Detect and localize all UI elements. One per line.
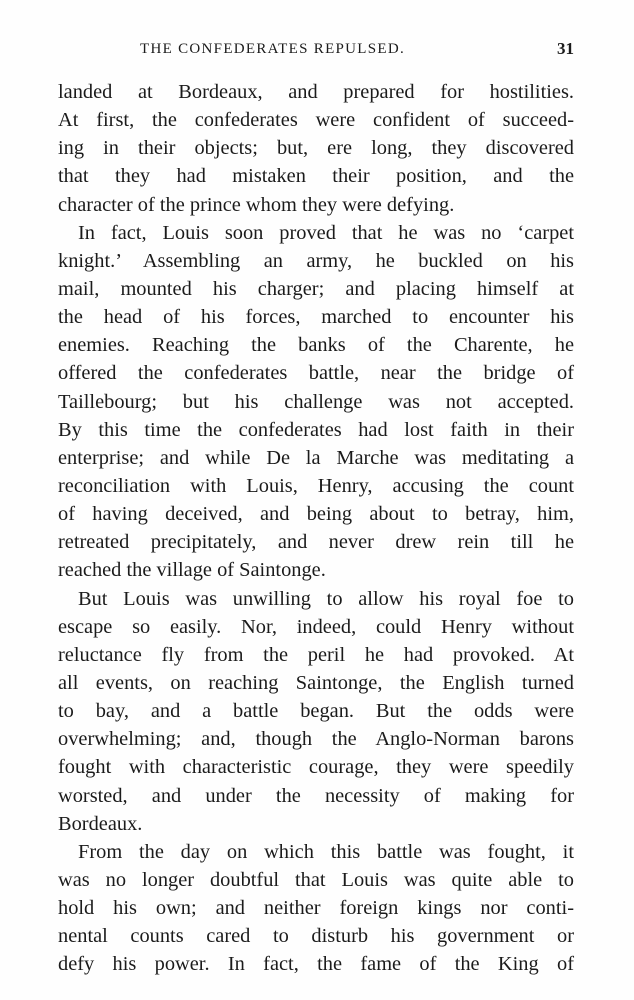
text-line: that they had mistaken their position, and the xyxy=(58,165,574,188)
text-line: By this time the confederates had lost faith in their xyxy=(58,418,574,441)
text-line: defy his power. In fact, the fame of the King of xyxy=(58,953,574,976)
page-number: 31 xyxy=(557,39,574,58)
text-line: fought with characteristic courage, they were speedily xyxy=(58,756,574,779)
text-line: Bordeaux. xyxy=(58,812,143,835)
running-header xyxy=(62,36,574,62)
text-line: to bay, and a battle began. But the odds were xyxy=(58,700,574,723)
text-line: Taillebourg; but his challenge was not accepted. xyxy=(58,390,574,413)
text-line: character of the prince whom they were defying. xyxy=(58,193,455,216)
text-line: all events, on reaching Saintonge, the English turned xyxy=(58,671,574,694)
text-line: nental counts cared to disturb his government or xyxy=(58,925,574,948)
text-line: reconciliation with Louis, Henry, accusing the count xyxy=(58,474,574,497)
text-line: From the day on which this battle was fought, it xyxy=(78,840,574,863)
text-line: landed at Bordeaux, and prepared for hostilities. xyxy=(58,81,574,103)
text-line: enterprise; and while De la Marche was meditating a xyxy=(58,446,574,469)
text-line: of having deceived, and being about to betray, him, xyxy=(58,503,574,526)
body-text xyxy=(58,78,574,979)
text-line: But Louis was unwilling to allow his royal foe to xyxy=(78,587,574,610)
text-line: overwhelming; and, though the Anglo-Norman barons xyxy=(58,728,574,751)
text-line: retreated precipitately, and never drew rein till he xyxy=(58,531,574,554)
text-line: At first, the confederates were confident of succeed- xyxy=(58,109,574,132)
text-line: was no longer doubtful that Louis was quite able to xyxy=(58,868,574,891)
text-line: worsted, and under the necessity of making for xyxy=(58,784,574,807)
text-line: hold his own; and neither foreign kings nor conti- xyxy=(58,897,574,920)
running-title: THE CONFEDERATES REPULSED. xyxy=(140,41,406,57)
text-line: knight.’ Assembling an army, he buckled on his xyxy=(58,249,574,272)
text-line: reluctance fly from the peril he had provoked. At xyxy=(58,643,574,666)
text-line: reached the village of Saintonge. xyxy=(58,559,326,582)
text-line: In fact, Louis soon proved that he was no ‘carpet xyxy=(78,221,574,244)
text-line: escape so easily. Nor, indeed, could Henry without xyxy=(58,615,574,638)
text-line: offered the confederates battle, near the bridge of xyxy=(58,362,574,385)
text-line: the head of his forces, marched to encounter his xyxy=(58,306,574,329)
text-line: mail, mounted his charger; and placing himself at xyxy=(58,277,574,300)
text-line: ing in their objects; but, ere long, they discovered xyxy=(58,137,574,160)
text-line: enemies. Reaching the banks of the Charente, he xyxy=(58,334,574,357)
